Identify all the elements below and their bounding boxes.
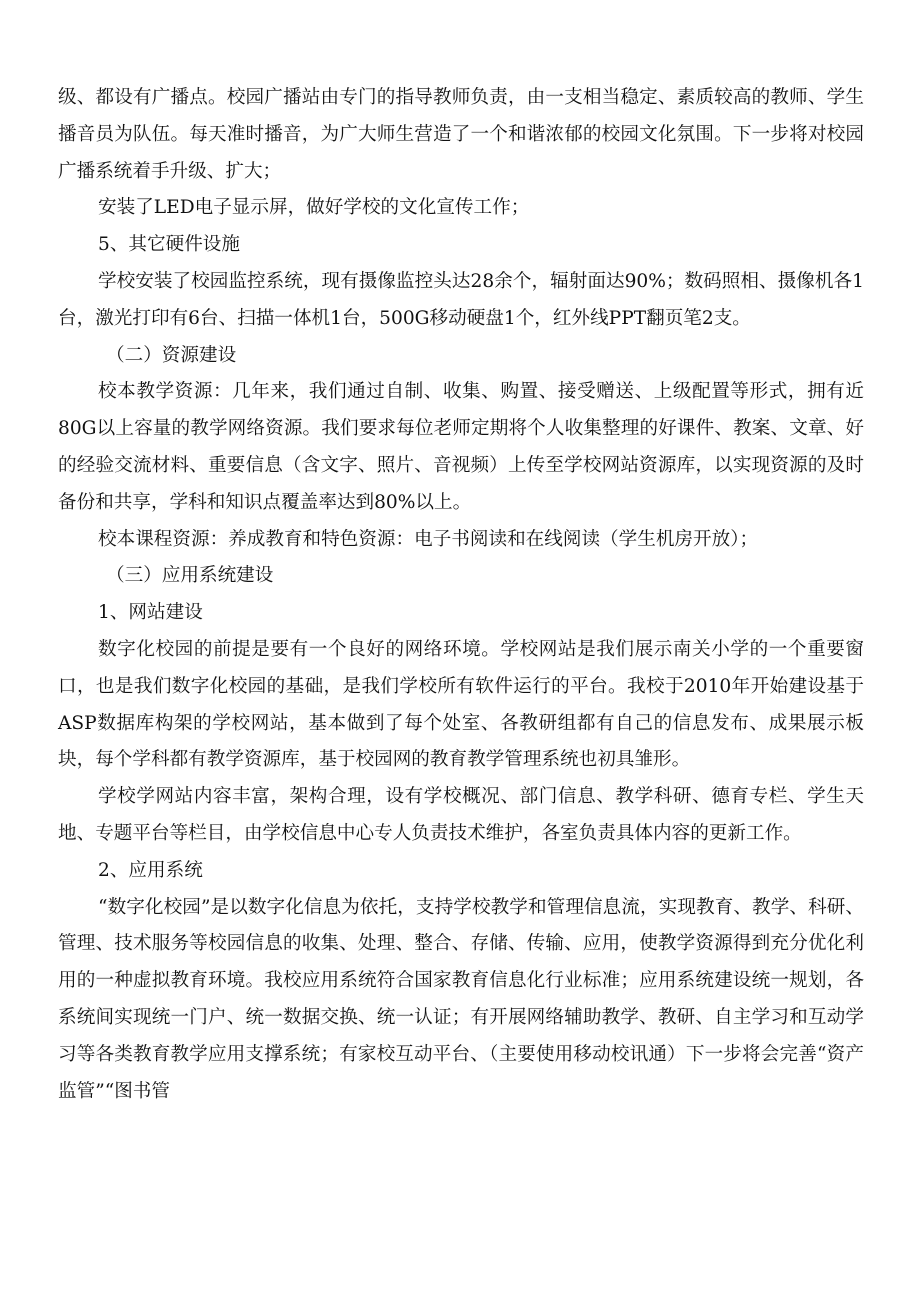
paragraph-digital-campus-website: 数字化校园的前提是要有一个良好的网络环境。学校网站是我们展示南关小学的一个重要窗口，也是我们数字化校园的基础，是我们学校所有软件运行的平台。我校于2010年开始建设基于ASP数据库构架的学校网站，基本做到了每个处室、各教研组都有自己的信息发布、成果展示板块，每个学科都有教学资源库，基于校园网的教育教学管理系统也初具雏形。 (58, 638, 864, 771)
paragraph-teaching-resources: 校本教学资源：几年来，我们通过自制、收集、购置、接受赠送、上级配置等形式，拥有近80G以上容量的教学网络资源。我们要求每位老师定期将个人收集整理的好课件、教案、文章、好的经验交流材料、重要信息（含文字、照片、音视频）上传至学校网站资源库，以实现资源的及时备份和共享，学科和知识点覆盖率达到80%以上。 (58, 381, 864, 513)
heading-application-systems: （三）应用系统建设 (106, 565, 274, 587)
paragraph-broadcast-continued: 级、都设有广播点。校园广播站由专门的指导教师负责，由一支相当稳定、素质较高的教师、学生播音员为队伍。每天准时播音，为广大师生营造了一个和谐浓郁的校园文化氛围。下一步将对校园广播系统着手升级、扩大； (58, 87, 864, 182)
paragraph-monitoring-system: 学校安装了校园监控系统，现有摄像监控头达28余个，辐射面达90%；数码照相、摄像机各1台，激光打印有6台、扫描一体机1台，500G移动硬盘1个，红外线PPT翻页笔2支。 (58, 270, 864, 329)
paragraph-led-screen: 安装了LED电子显示屏，做好学校的文化宣传工作； (98, 197, 530, 219)
paragraph-course-resources: 校本课程资源：养成教育和特色资源：电子书阅读和在线阅读（学生机房开放）； (98, 528, 759, 550)
paragraph-website-content: 学校学网站内容丰富，架构合理，设有学校概况、部门信息、教学科研、德育专栏、学生天地、专题平台等栏目，由学校信息中心专人负责技术维护，各室负责具体内容的更新工作。 (58, 786, 864, 844)
heading-resource-construction: （二）资源建设 (106, 344, 237, 366)
document-body (58, 80, 864, 1110)
heading-website-construction: 1、网站建设 (98, 602, 203, 624)
paragraph-digital-campus-definition: “数字化校园”是以数字化信息为依托，支持学校教学和管理信息流，实现教育、教学、科研、管理、技术服务等校园信息的收集、处理、整合、存储、传输、应用，使教学资源得到充分优化利用的一种虚拟教育环境。我校应用系统符合国家教育信息化行业标准；应用系统建设统一规划，各系统间实现统一门户、统一数据交换、统一认证；有开展网络辅助教学、教研、自主学习和互动学习等各类教育教学应用支撑系统；有家校互动平台、（主要使用移动校讯通）下一步将会完善“资产监管”“图书管 (58, 896, 864, 1102)
heading-application-system: 2、应用系统 (98, 859, 203, 881)
heading-other-hardware: 5、其它硬件设施 (98, 234, 240, 256)
